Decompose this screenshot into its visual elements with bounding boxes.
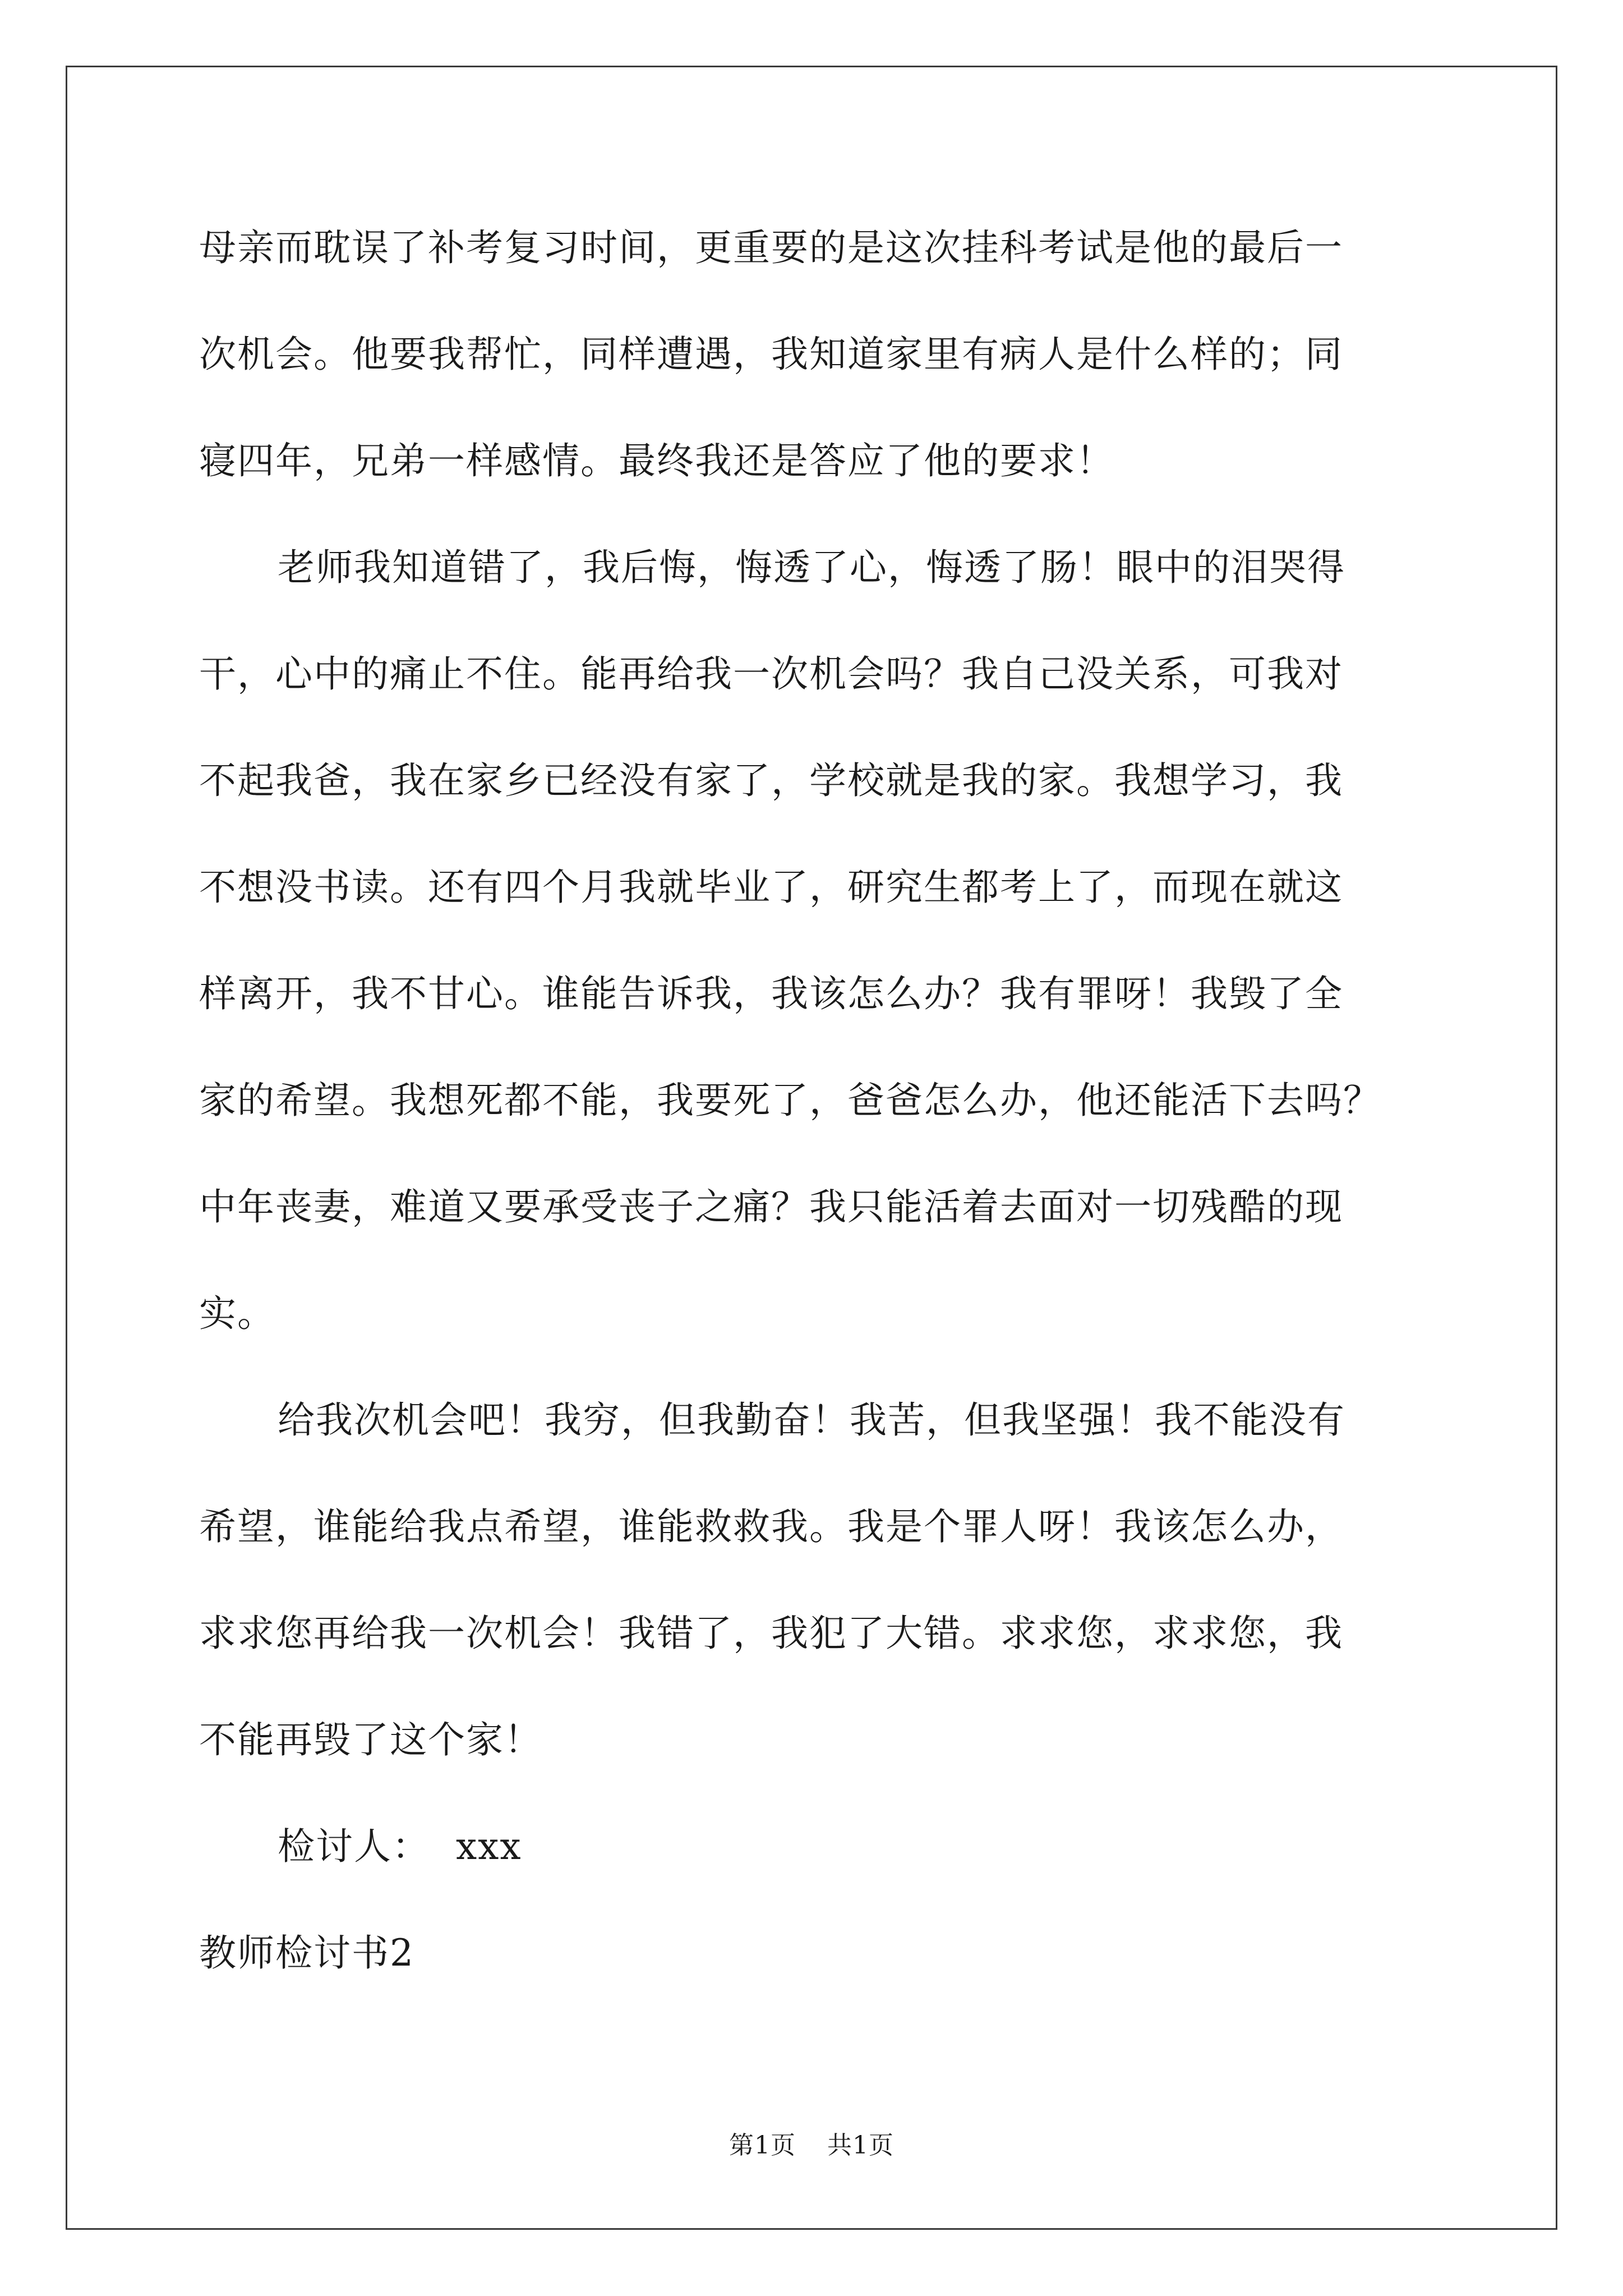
body-line: 不想没书读。还有四个月我就毕业了，研究生都考上了，而现在就这 — [199, 866, 1343, 909]
page-border — [66, 66, 1557, 2230]
body-line: 希望，谁能给我点希望，谁能救救我。我是个罪人呀！我该怎么办， — [199, 1505, 1343, 1548]
body-line: 家的希望。我想死都不能，我要死了，爸爸怎么办，他还能活下去吗？ — [199, 1079, 1381, 1122]
body-line: 不能再毁了这个家！ — [199, 1718, 542, 1761]
signature-line: 检讨人： xxx — [278, 1825, 522, 1868]
section-title: 教师检讨书2 — [199, 1931, 414, 1975]
body-line: 次机会。他要我帮忙，同样遭遇，我知道家里有病人是什么样的；同 — [199, 333, 1343, 376]
page-number: 第1页 — [729, 2131, 796, 2160]
page-footer — [0, 2129, 1623, 2162]
body-line: 给我次机会吧！我穷，但我勤奋！我苦，但我坚强！我不能没有 — [278, 1398, 1345, 1442]
body-line: 样离开，我不甘心。谁能告诉我，我该怎么办？我有罪呀！我毁了全 — [199, 972, 1343, 1015]
body-line: 不起我爸，我在家乡已经没有家了，学校就是我的家。我想学习，我 — [199, 759, 1343, 802]
body-line: 实。 — [199, 1292, 275, 1335]
page-total: 共1页 — [827, 2131, 894, 2160]
body-line: 老师我知道错了，我后悔，悔透了心，悔透了肠！眼中的泪哭得 — [278, 546, 1345, 589]
body-line: 中年丧妻，难道又要承受丧子之痛？我只能活着去面对一切残酷的现 — [199, 1185, 1343, 1228]
body-line: 母亲而耽误了补考复习时间，更重要的是这次挂科考试是他的最后一 — [199, 226, 1343, 269]
body-line: 寝四年，兄弟一样感情。最终我还是答应了他的要求！ — [199, 439, 1114, 482]
body-line: 干，心中的痛止不住。能再给我一次机会吗？我自己没关系，可我对 — [199, 652, 1343, 696]
body-line: 求求您再给我一次机会！我错了，我犯了大错。求求您，求求您，我 — [199, 1612, 1343, 1655]
